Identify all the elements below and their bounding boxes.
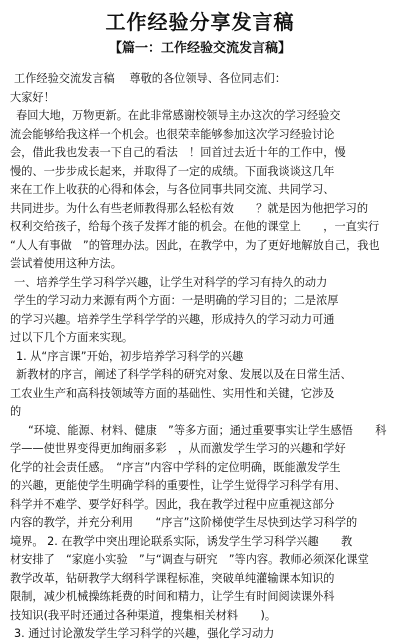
paragraph-line: “人人有事做 ”的管理办法。因此，在教学中，为了更好地解放自己，我也 <box>10 238 380 252</box>
paragraph-line: 慢的、一步步成长起来，并取得了一定的成绩。下面我谈谈这几年 <box>10 164 335 178</box>
paragraph-line: 工农业生产和高科技领域等方面的基础性、实用性和关键，它涉及 <box>10 386 335 400</box>
paragraph-line: 一、培养学生学习科学兴趣，让学生对科学的学习有持久的动力 <box>14 275 328 289</box>
paragraph-line: 技知识(我平时还通过各种渠道，搜集相关材料 )。 <box>10 608 277 622</box>
paragraph-line: 新教材的序言，阐述了科学学科的研究对象、发展以及在日常生活、 <box>16 368 352 381</box>
document-subtitle: 【篇一：工作经验交流发言稿】 <box>108 41 291 56</box>
paragraph-line: 3. 通过讨论激发学生学习科学的兴趣，强化学习动力 <box>14 627 275 640</box>
paragraph-line: 的学习兴趣。培养学生学科学学的兴趣，形成持久的学习动力可通 <box>10 312 335 326</box>
paragraph-line: 过以下几个方面来实现。 <box>10 331 134 344</box>
paragraph-line: 工作经验交流发言稿 尊敬的各位领导、各位同志们： <box>14 72 287 85</box>
paragraph-line: 化学的社会责任感。 “序言”内容中学科的定位明确，既能激发学生 <box>10 460 341 474</box>
paragraph-line: “环境、能源、材料、健康 ”等多方面；通过重要事实让学生感悟 科 <box>28 423 387 437</box>
paragraph-line: 内容的教学，并充分利用 “序言”这阶梯使学生尽快到达学习科学的 <box>10 516 358 529</box>
paragraph-line: 的兴趣，更能使学生明确学科的重要性，让学生觉得学习科学有用、 <box>10 479 346 492</box>
paragraph-line: 的 <box>10 405 22 418</box>
paragraph-line: 权利交给孩子，给每个孩子发挥才能的机会。在他的课堂上 ，一直实行 <box>10 220 380 233</box>
paragraph-line: 会，借此我也发表一下自己的看法 ！回首过去近十年的工作中，慢 <box>10 146 346 159</box>
paragraph-line: 来在工作上收获的心得和体会，与各位同事共同交流、共同学习、 <box>10 183 335 196</box>
paragraph-line: 共同进步。为什么有些老师教得那么轻松有效 ？就是因为他把学习的 <box>10 201 369 215</box>
paragraph-line: 学生的学习动力来源有两个方面：一是明确的学习目的；二是浓厚 <box>14 294 339 307</box>
paragraph-line: 学——使世界变得更加绚丽多彩 ，从而激发学生学习的兴趣和学好 <box>10 442 346 455</box>
paragraph-line: 材安排了 “家庭小实验 ”与“调查与研究 ”等内容。教师必须深化课堂 <box>10 553 369 566</box>
document-body <box>10 70 392 644</box>
paragraph-line: 限制，减少机械操练耗费的时间和精力，让学生有时间阅读课外科 <box>10 590 335 603</box>
paragraph-line: 境界。 2. 在教学中突出理论联系实际，诱发学生学习科学兴趣 教 <box>10 534 353 548</box>
paragraph-line: 科学并不难学、要学好科学。因此，我在教学过程中应重视这部分 <box>10 497 335 511</box>
paragraph-line: 教学改革，钻研教学大纲科学课程标准，突破单纯灌输课本知识的 <box>10 571 335 585</box>
paragraph-line: 尝试着使用这种方法。 <box>10 257 122 270</box>
paragraph-line: 流会能够给我这样一个机会。也很荣幸能够参加这次学习经验讨论 <box>10 127 335 141</box>
paragraph-line: 春回大地，万物更新。在此非常感谢校领导主办这次的学习经验交 <box>16 109 341 122</box>
paragraph-line: 1. 从“序言课”开始，初步培养学习科学的兴趣 <box>16 349 244 363</box>
document-title: 工作经验分享发言稿 <box>105 10 295 34</box>
paragraph-line: 大家好！ <box>10 90 55 104</box>
